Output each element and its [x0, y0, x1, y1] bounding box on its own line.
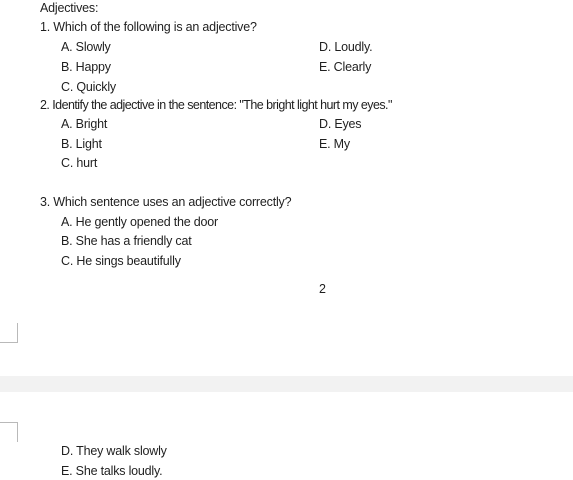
question-3-prompt: 3. Which sentence uses an adjective correctly?	[40, 195, 292, 209]
question-2-option-b: B. Light	[61, 137, 102, 151]
question-2-option-d: D. Eyes	[319, 117, 362, 131]
question-3-option-e: E. She talks loudly.	[61, 464, 163, 478]
question-3-option-a: A. He gently opened the door	[61, 215, 219, 229]
question-1-option-b: B. Happy	[61, 60, 111, 74]
question-3-option-d: D. They walk slowly	[61, 444, 167, 458]
question-2-prompt: 2. Identify the adjective in the sentence: "The bright light hurt my eyes."	[40, 98, 392, 112]
question-1-prompt: 1. Which of the following is an adjective?	[40, 20, 257, 34]
question-3-option-c: C. He sings beautifully	[61, 254, 181, 268]
question-1-option-d: D. Loudly.	[319, 40, 373, 54]
question-2-option-e: E. My	[319, 137, 350, 151]
question-3-option-b: B. She has a friendly cat	[61, 234, 192, 248]
question-1-option-e: E. Clearly	[319, 60, 372, 74]
page-number: 2	[319, 282, 326, 296]
question-2-option-c: C. hurt	[61, 156, 98, 170]
question-1-option-a: A. Slowly	[61, 40, 111, 54]
crop-mark-bottom-left	[0, 323, 18, 343]
question-1-option-c: C. Quickly	[61, 80, 116, 94]
document-page-next	[0, 392, 573, 480]
page-break	[0, 376, 573, 392]
question-2-option-a: A. Bright	[61, 117, 108, 131]
crop-mark-top-left	[0, 422, 18, 442]
worksheet-heading: Adjectives:	[40, 1, 99, 15]
